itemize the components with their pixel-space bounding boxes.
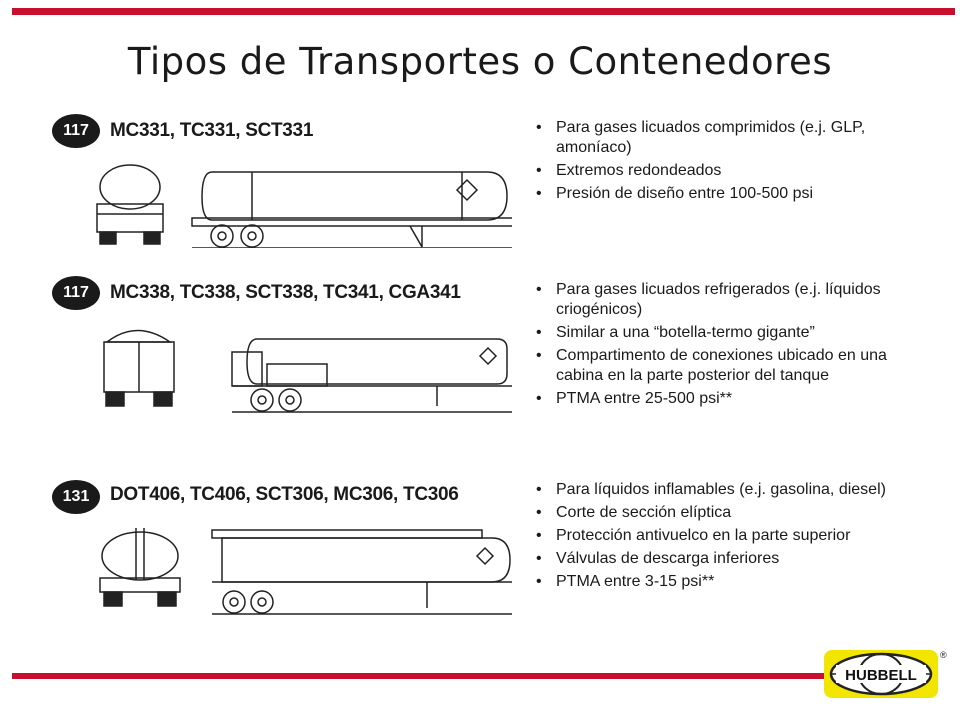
container-codes: MC331, TC331, SCT331 [110, 120, 314, 141]
container-codes: MC338, TC338, SCT338, TC341, CGA341 [110, 282, 461, 303]
list-item: • Extremos redondeados [536, 162, 722, 179]
page-title: Tipos de Transportes o Contenedores [127, 40, 833, 83]
list-item: • Compartimento de conexiones ubicado en una cabina en la parte posterior del tanque [536, 347, 887, 384]
tank-truck-pressure-drawing [92, 152, 512, 248]
hubbell-logo [822, 648, 940, 700]
list-item: • Válvulas de descarga inferiores [536, 550, 780, 567]
list-item: • Protección antivuelco en la parte superior [536, 527, 851, 544]
list-item: • Presión de diseño entre 100-500 psi [536, 185, 814, 202]
list-item: • PTMA entre 3-15 psi** [536, 573, 715, 590]
feature-list [534, 280, 894, 412]
logo-text: HUBBELL [845, 667, 917, 684]
guide-badge: 131 [52, 480, 100, 514]
feature-list [534, 480, 894, 595]
guide-badge: 117 [52, 276, 100, 310]
container-codes: DOT406, TC406, SCT306, MC306, TC306 [110, 484, 459, 505]
tank-truck-flammable-drawing [92, 518, 512, 618]
top-accent-bar [12, 8, 955, 15]
list-item: • Para gases licuados refrigerados (e.j. líquidos criogénicos) [536, 281, 881, 318]
list-item: • Para líquidos inflamables (e.j. gasolina, diesel) [536, 481, 886, 498]
list-item: • PTMA entre 25-500 psi** [536, 390, 733, 407]
list-item: • Corte de sección elíptica [536, 504, 732, 521]
guide-badge: 117 [52, 114, 100, 148]
registered-mark: ® [940, 650, 947, 660]
list-item: • Para gases licuados comprimidos (e.j. GLP, amoníaco) [536, 119, 866, 156]
feature-list [534, 118, 894, 207]
tank-truck-cryogenic-drawing [92, 314, 512, 414]
list-item: • Similar a una “botella-termo gigante” [536, 324, 815, 341]
bottom-accent-bar [12, 673, 830, 679]
